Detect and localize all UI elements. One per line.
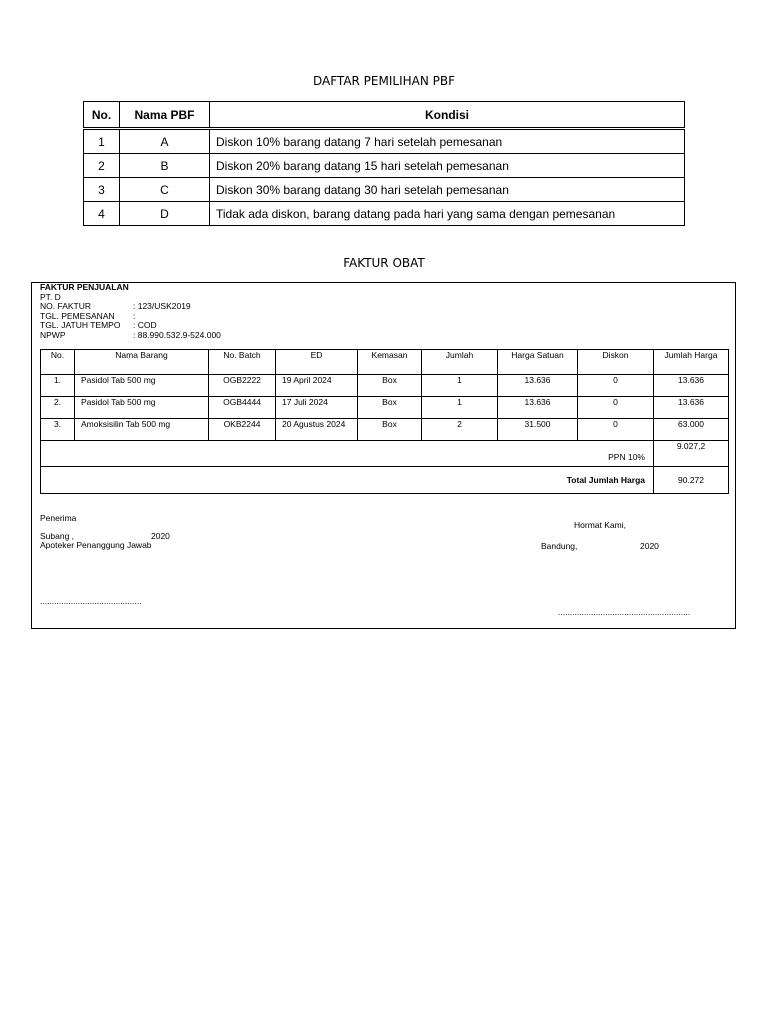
items-header-cell: No. [41, 350, 75, 375]
item-jumlah: 1 [422, 375, 498, 397]
invoice-field [40, 331, 221, 341]
apoteker-label: Apoteker Penanggung Jawab [40, 540, 152, 550]
pbf-cell-no: 4 [84, 202, 120, 226]
item-kemasan: Box [358, 375, 422, 397]
field-label: NPWP [40, 329, 66, 340]
field-label: NO. FAKTUR [40, 301, 92, 312]
invoice-heading: FAKTUR PENJUALAN [40, 282, 129, 292]
invoice-header [40, 283, 221, 341]
pbf-cell-kondisi: Diskon 10% barang datang 7 hari setelah pemesanan [210, 129, 685, 154]
item-jumlah-harga: 13.636 [654, 375, 729, 397]
ppn-value: 9.027,2 [654, 441, 729, 467]
ppn-row [41, 441, 729, 467]
total-label: Total Jumlah Harga [41, 467, 654, 494]
item-jumlah-harga: 63.000 [654, 419, 729, 441]
pbf-cell-name: C [120, 178, 210, 202]
pbf-cell-name: A [120, 129, 210, 154]
items-header-row [41, 350, 729, 375]
field-value: : 88.990.532.9-524.000 [133, 329, 221, 340]
field-value: : 123/USK2019 [133, 301, 191, 312]
pbf-cell-no: 3 [84, 178, 120, 202]
pbf-header-row [84, 102, 685, 129]
item-jumlah: 2 [422, 419, 498, 441]
subang-year: 2020 [151, 531, 170, 541]
item-diskon: 0 [578, 419, 654, 441]
item-ed: 20 Agustus 2024 [276, 419, 358, 441]
item-batch: OGB2222 [209, 375, 276, 397]
signature-line-right: ........................................................ [558, 607, 691, 617]
item-ed: 19 April 2024 [276, 375, 358, 397]
items-table [40, 349, 729, 494]
table-row [84, 129, 685, 154]
item-no: 3. [41, 419, 75, 441]
pbf-cell-kondisi: Diskon 20% barang datang 15 hari setelah pemesanan [210, 154, 685, 178]
item-harga-satuan: 13.636 [498, 375, 578, 397]
penerima-label: Penerima [40, 513, 77, 523]
table-row [84, 154, 685, 178]
total-row [41, 467, 729, 494]
pbf-cell-no: 2 [84, 154, 120, 178]
field-value: : [133, 310, 136, 321]
bandung-year: 2020 [640, 541, 659, 551]
invoice-frame [31, 282, 736, 629]
pbf-header-kondisi: Kondisi [210, 102, 685, 129]
item-batch: OGB4444 [209, 397, 276, 419]
item-harga-satuan: 31.500 [498, 419, 578, 441]
faktur-title: FAKTUR OBAT [343, 256, 425, 270]
item-no: 2. [41, 397, 75, 419]
items-header-cell: Jumlah [422, 350, 498, 375]
item-name: Pasidol Tab 500 mg [75, 397, 209, 419]
field-label: TGL. PEMESANAN [40, 310, 115, 321]
item-name: Pasidol Tab 500 mg [75, 375, 209, 397]
items-header-cell: ED [276, 350, 358, 375]
items-header-cell: Diskon [578, 350, 654, 375]
subang-place: Subang , [40, 531, 75, 541]
item-diskon: 0 [578, 397, 654, 419]
pbf-cell-no: 1 [84, 129, 120, 154]
items-header-cell: Kemasan [358, 350, 422, 375]
signature-line-left: ........................................... [40, 596, 142, 606]
pbf-cell-kondisi: Tidak ada diskon, barang datang pada hari yang sama dengan pemesanan [210, 202, 685, 226]
item-batch: OKB2244 [209, 419, 276, 441]
item-harga-satuan: 13.636 [498, 397, 578, 419]
pbf-cell-name: D [120, 202, 210, 226]
items-header-cell: Harga Satuan [498, 350, 578, 375]
table-row [41, 397, 729, 419]
pbf-title: DAFTAR PEMILIHAN PBF [312, 74, 456, 88]
pbf-header-no: No. [84, 102, 120, 129]
field-value: : COD [133, 320, 157, 331]
table-row [84, 202, 685, 226]
items-header-cell: Nama Barang [75, 350, 209, 375]
items-header-cell: No. Batch [209, 350, 276, 375]
hormat-label: Hormat Kami, [574, 520, 626, 530]
item-no: 1. [41, 375, 75, 397]
table-row [41, 419, 729, 441]
items-header-cell: Jumlah Harga [654, 350, 729, 375]
table-row [84, 178, 685, 202]
field-label: TGL. JATUH TEMPO [40, 320, 121, 331]
bandung-place: Bandung, [541, 541, 578, 551]
total-value: 90.272 [654, 467, 729, 494]
item-name: Amoksisilin Tab 500 mg [75, 419, 209, 441]
item-jumlah: 1 [422, 397, 498, 419]
item-diskon: 0 [578, 375, 654, 397]
invoice-company: PT. D [40, 291, 61, 302]
table-row [41, 375, 729, 397]
pbf-cell-kondisi: Diskon 30% barang datang 30 hari setelah pemesanan [210, 178, 685, 202]
item-kemasan: Box [358, 419, 422, 441]
pbf-header-name: Nama PBF [120, 102, 210, 129]
pbf-cell-name: B [120, 154, 210, 178]
item-kemasan: Box [358, 397, 422, 419]
ppn-label: PPN 10% [41, 441, 654, 467]
item-ed: 17 Juli 2024 [276, 397, 358, 419]
pbf-table [83, 101, 685, 226]
item-jumlah-harga: 13.636 [654, 397, 729, 419]
